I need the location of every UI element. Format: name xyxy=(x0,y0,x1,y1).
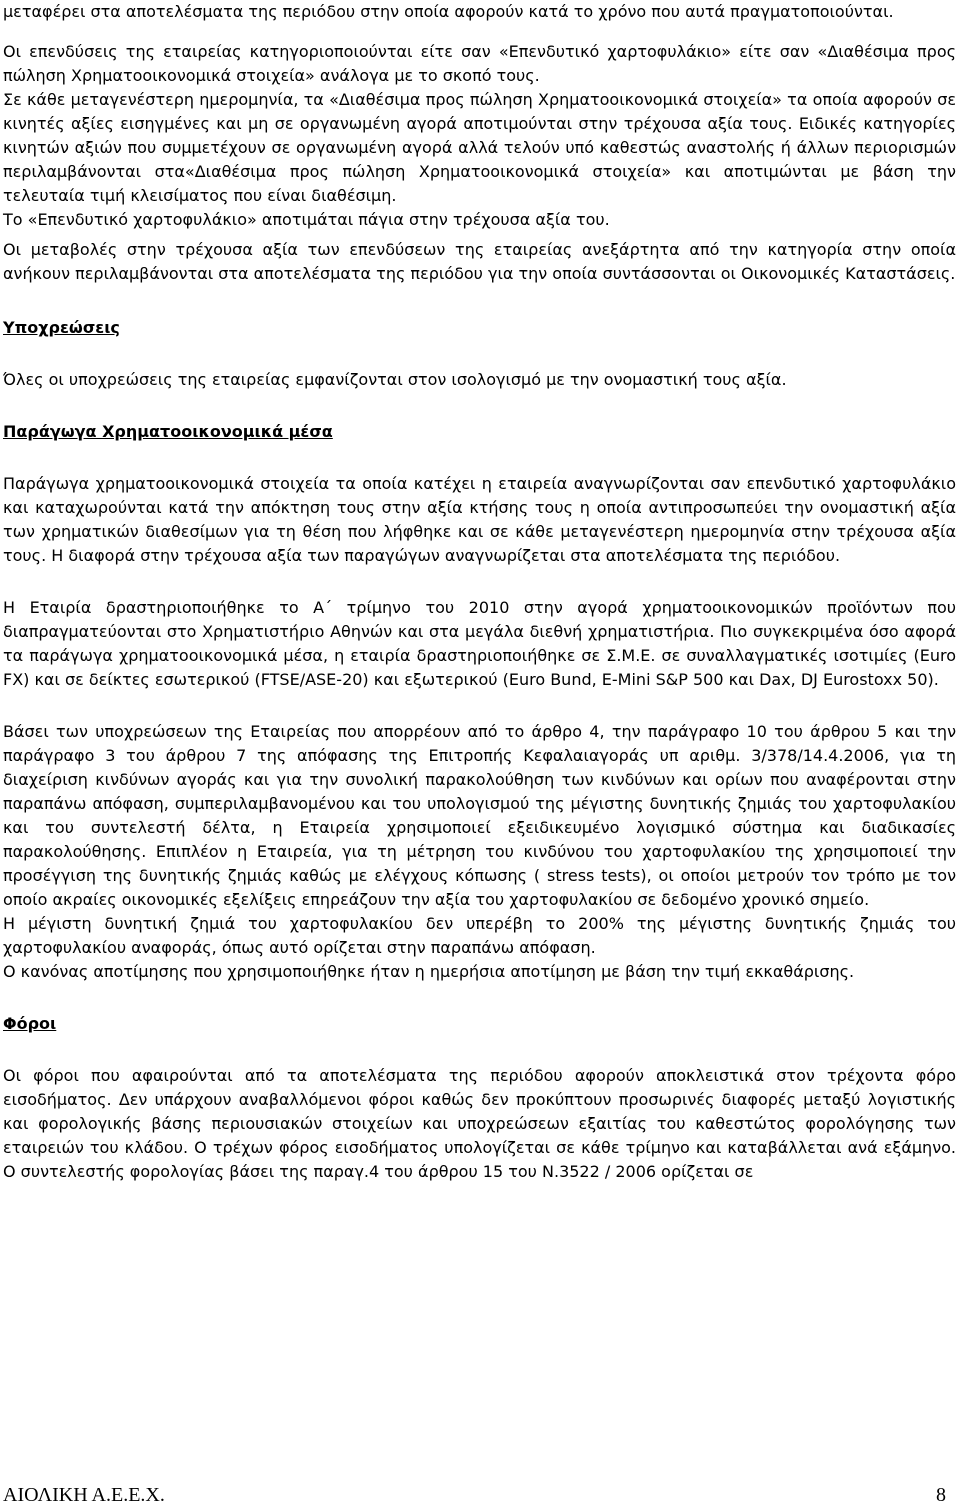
paragraph: Οι επενδύσεις της εταιρείας κατηγοριοποιούνται είτε σαν «Επενδυτικό χαρτοφυλάκιο» είτε σαν «Διαθέσιμα προς πώληση Χρηματοοικονομικά στοιχεία» ανάλογα με το σκοπό τους. xyxy=(3,42,956,85)
paragraph: Σε κάθε μεταγενέστερη ημερομηνία, τα «Διαθέσιμα προς πώληση Χρηματοοικονομικά στοιχεία» τα οποία αφορούν σε κινητές αξίες εισηγμένες και μη σε οργανωμένη αγορά αποτιμούνται στην τρέχουσα αξία τους. Ειδικές κατηγορίες κινητών αξιών που συμμετέχουν σε οργανωμένη αγορά αλλά τελούν υπό καθεστώς αναστολής ή άλλων περιορισμών περιλαμβάνονται στα«Διαθέσιμα προς πώληση Χρηματοοικονομικά στοιχεία» και αποτιμώνται με βάση την τελευταία τιμή κλεισίματος που είναι διαθέσιμη. xyxy=(3,90,956,205)
document-page xyxy=(3,0,956,1184)
paragraph: μεταφέρει στα αποτελέσματα της περιόδου στην οποία αφορούν κατά το χρόνο που αυτά πραγματοποιούνται. xyxy=(3,2,894,21)
paragraph: Παράγωγα χρηματοοικονομικά στοιχεία τα οποία κατέχει η εταιρεία αναγνωρίζονται σαν επενδυτικό χαρτοφυλάκιο και καταχωρούνται κατά την απόκτηση τους στην αξία κτήσης τους η οποία αντιπροσωπεύει την ονομαστική αξία των χρηματικών διαθεσίμων για τη θέση που λήφθηκε και σε κάθε μεταγενέστερη ημερομηνία στην τρέχουσα αξία τους. Η διαφορά στην τρέχουσα αξία των παραγώγων αναγνωρίζεται στα αποτελέσματα της περιόδου. xyxy=(3,474,956,565)
paragraph: Βάσει των υποχρεώσεων της Εταιρείας που απορρέουν από το άρθρο 4, την παράγραφο 10 του άρθρου 5 και την παράγραφο 3 του άρθρου 7 της απόφασης της Επιτροπής Κεφαλαιαγοράς υπ αριθμ. 3/378/14.4.2006, για τη διαχείριση κινδύνων αγοράς και για την συνολική παρακολούθηση των κινδύνων και ορίων που αναφέρονται στην παραπάνω απόφαση, συμπεριλαμβανομένου και του υπολογισμού της μέγιστης δυνητικής ζημιάς του χαρτοφυλακίου και του συντελεστή δέλτα, η Εταιρεία χρησιμοποιεί εξειδικευμένο λογισμικό σύστημα και διαδικασίες παρακολούθησης. Επιπλέον η Εταιρεία, για τη μέτρηση του κινδύνου του χαρτοφυλακίου της χρησιμοποιεί την προσέγγιση της δυνητικής ζημιάς καθώς με ελέγχους κόπωσης ( stress tests), οι οποίοι μετρούν τον τρόπο με τον οποίο ακραίες οικονομικές εξελίξεις επηρεάζουν την αξία του χαρτοφυλακίου σε δεδομένο χρονικό σημείο. xyxy=(3,722,956,909)
paragraph: Όλες οι υποχρεώσεις της εταιρείας εμφανίζονται στον ισολογισμό με την ονομαστική τους αξία. xyxy=(3,370,787,389)
page-footer xyxy=(3,1484,946,1507)
paragraph: Οι φόροι που αφαιρούνται από τα αποτελέσματα της περιόδου αφορούν αποκλειστικά στον τρέχοντα φόρο εισοδήματος. Δεν υπάρχουν αναβαλλόμενοι φόροι καθώς δεν προκύπτουν προσωρινές διαφορές μεταξύ λογιστικής και φορολογικής βάσης περιουσιακών στοιχείων και υποχρεώσεων εξαιτίας του καθεστώτος φορολόγησης των εταιρειών του κλάδου. Ο τρέχων φόρος εισοδήματος υπολογίζεται σε κάθε τρίμηνο και καταβάλλεται ανά εξάμηνο. Ο συντελεστής φορολογίας βάσει της παραγ.4 του άρθρου 15 του Ν.3522 / 2006 ορίζεται σε xyxy=(3,1066,956,1181)
section-heading-taxes: Φόροι xyxy=(3,1014,57,1033)
paragraph: Η Εταιρία δραστηριοποιήθηκε το Α΄ τρίμηνο του 2010 στην αγορά χρηματοοικονομικών προϊόντων που διαπραγματεύονται στο Χρηματιστήριο Αθηνών και στα μεγάλα διεθνή χρηματιστήρια. Πιο συγκεκριμένα όσο αφορά τα παράγωγα χρηματοοικονομικά μέσα, η εταιρία δραστηριοποιήθηκε σε Σ.Μ.Ε. σε συναλλαγματικές ισοτιμίες (Euro FX) και σε δείκτες εσωτερικού (FTSE/ASE-20) και εξωτερικού (Euro Bund, E-Mini S&P 500 και Dax, DJ Eurostoxx 50). xyxy=(3,598,956,689)
paragraph: Ο κανόνας αποτίμησης που χρησιμοποιήθηκε ήταν η ημερήσια αποτίμηση με βάση την τιμή εκκαθάρισης. xyxy=(3,962,855,981)
paragraph: Το «Επενδυτικό χαρτοφυλάκιο» αποτιμάται πάγια στην τρέχουσα αξία του. xyxy=(3,210,610,229)
footer-company-name: ΑΙΟΛΙΚΗ Α.Ε.Ε.Χ. xyxy=(3,1484,165,1506)
section-heading-obligations: Υποχρεώσεις xyxy=(3,318,120,337)
footer-page-number: 8 xyxy=(936,1484,946,1506)
paragraph: Οι μεταβολές στην τρέχουσα αξία των επενδύσεων της εταιρείας ανεξάρτητα από την κατηγορία στην οποία ανήκουν περιλαμβάνονται στα αποτελέσματα της περιόδου για την οποία συντάσσονται οι Οικονομικές Καταστάσεις. xyxy=(3,240,956,283)
paragraph: Η μέγιστη δυνητική ζημιά του χαρτοφυλακίου δεν υπερέβη το 200% της μέγιστης δυνητικής ζημιάς του χαρτοφυλακίου αναφοράς, όπως αυτό ορίζεται στην παραπάνω απόφαση. xyxy=(3,914,956,957)
section-heading-derivatives: Παράγωγα Χρηματοοικονομικά μέσα xyxy=(3,422,333,441)
